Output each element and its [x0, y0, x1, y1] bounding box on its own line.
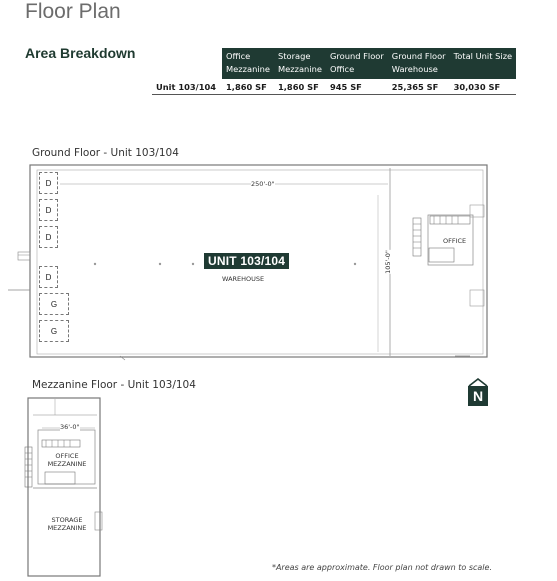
- table-header-cell: Ground Floor Office: [326, 48, 388, 79]
- mezzanine-floor-label: Mezzanine Floor - Unit 103/104: [32, 379, 196, 391]
- north-letter: N: [468, 386, 488, 406]
- table-cell: 25,365 SF: [388, 79, 450, 95]
- dock-door: D: [39, 199, 58, 221]
- table-cell: 1,860 SF: [274, 79, 326, 95]
- width-dimension: 250'-0": [251, 180, 275, 188]
- north-arrow: [468, 378, 488, 406]
- table-cell: 945 SF: [326, 79, 388, 95]
- depth-dimension: 105'-0": [383, 250, 392, 274]
- table-header-cell: Office Mezzanine: [222, 48, 274, 79]
- dock-door: D: [39, 172, 58, 194]
- mezzanine-width-dimension: 36'-0": [60, 423, 80, 431]
- table-header-cell: Ground Floor Warehouse: [388, 48, 450, 79]
- storage-mezzanine-label: STORAGE MEZZANINE: [47, 516, 87, 532]
- table-row-label: Unit 103/104: [152, 79, 222, 95]
- table-header-cell: Total Unit Size: [450, 48, 517, 79]
- dock-door: D: [39, 226, 58, 248]
- area-breakdown-title: Area Breakdown: [25, 45, 136, 61]
- warehouse-label: WAREHOUSE: [222, 275, 265, 283]
- disclaimer-note: *Areas are approximate. Floor plan not drawn to scale.: [271, 563, 492, 572]
- table-cell: 30,030 SF: [450, 79, 517, 95]
- table-header-cell: Storage Mezzanine: [274, 48, 326, 79]
- office-mezzanine-label: OFFICE MEZZANINE: [47, 452, 87, 468]
- ground-floor-label: Ground Floor - Unit 103/104: [32, 147, 179, 159]
- office-label: OFFICE: [443, 237, 467, 245]
- page-title: Floor Plan: [25, 0, 121, 23]
- grade-door: G: [39, 293, 69, 315]
- dock-door: D: [39, 266, 58, 288]
- table-cell: 1,860 SF: [222, 79, 274, 95]
- grade-door: G: [39, 320, 69, 342]
- unit-badge: UNIT 103/104: [204, 253, 289, 269]
